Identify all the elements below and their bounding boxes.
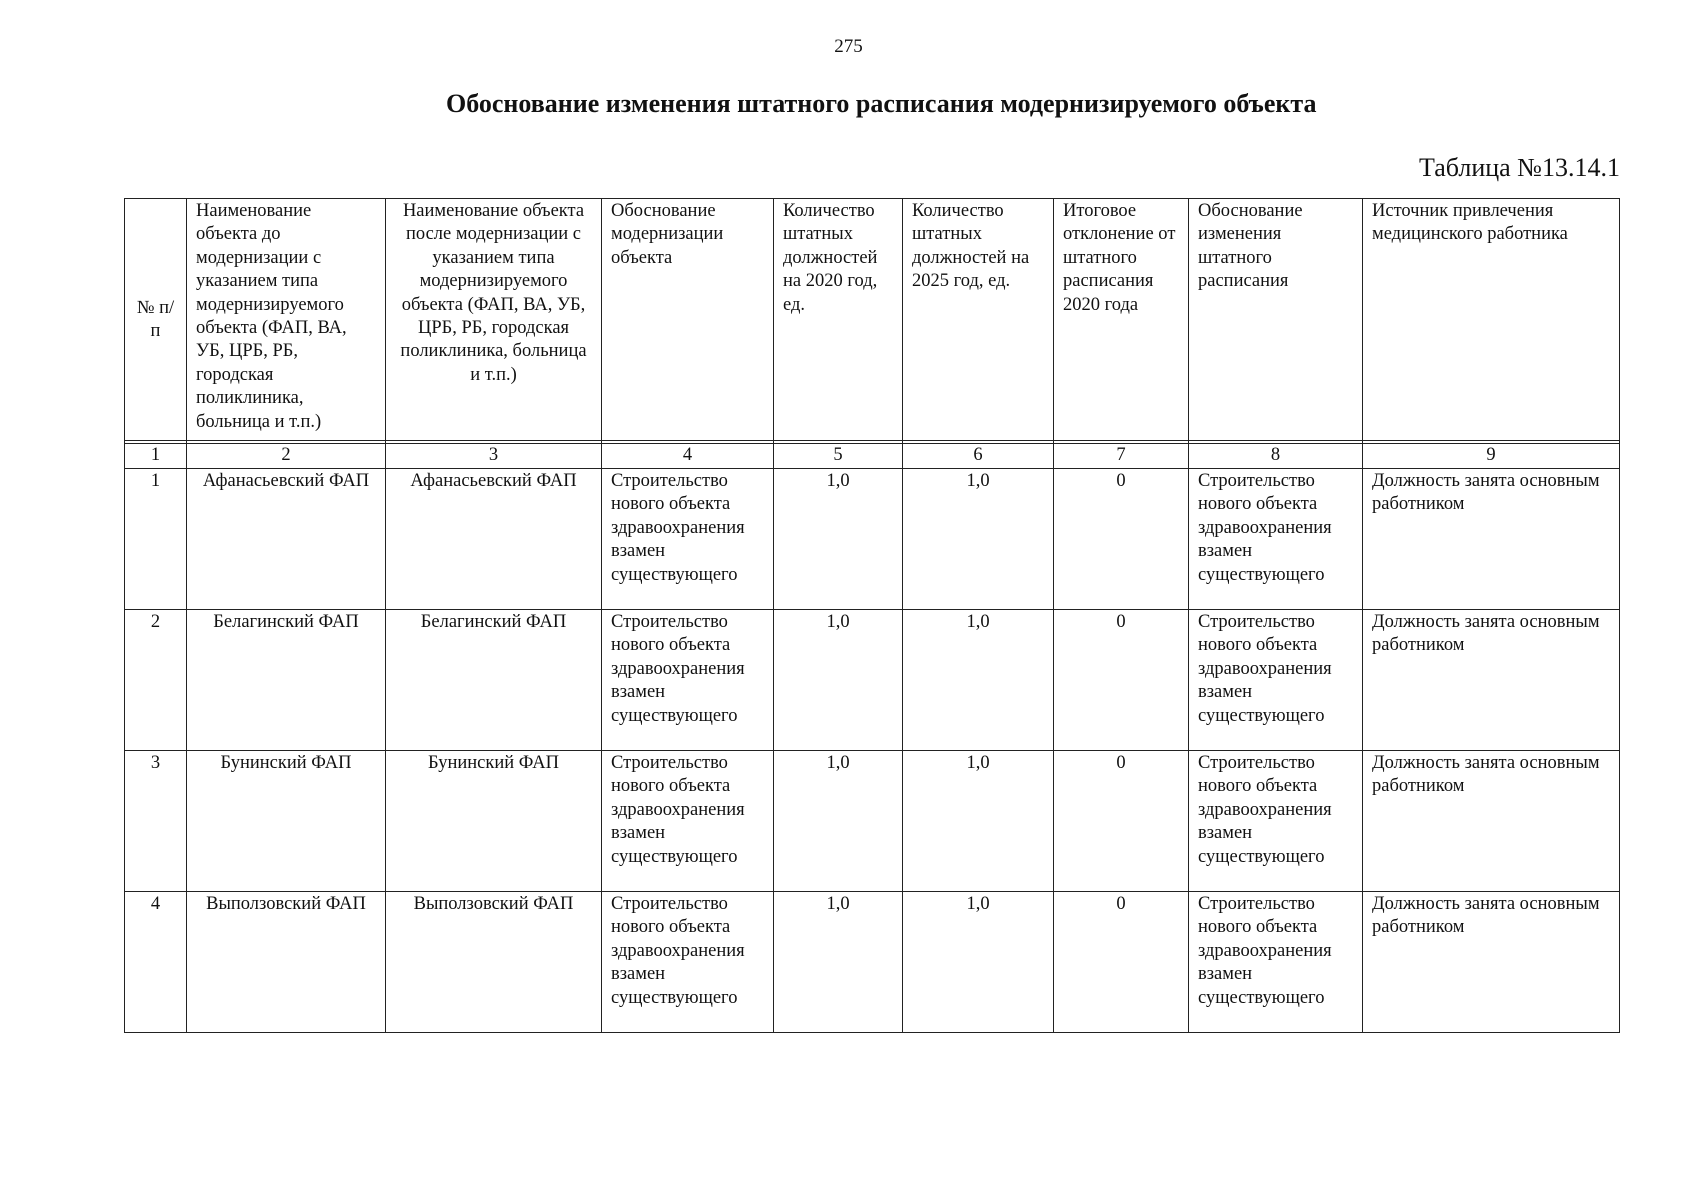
header-cell-staff-2025: Количество штатных должностей на 2025 год, ед. bbox=[903, 199, 1054, 441]
staff-2025-cell: 1,0 bbox=[903, 892, 1054, 1033]
object-after-cell: Афанасьевский ФАП bbox=[386, 469, 602, 610]
deviation-cell: 0 bbox=[1054, 469, 1189, 610]
staff-2020-cell: 1,0 bbox=[774, 892, 903, 1033]
worker-source-cell: Должность занята основным работником bbox=[1363, 892, 1620, 1033]
object-before-cell: Белагинский ФАП bbox=[187, 610, 386, 751]
header-cell-modernization-reason: Обоснование модернизации объекта bbox=[602, 199, 774, 441]
header-cell-deviation: Итоговое отклонение от штатного расписания 2020 года bbox=[1054, 199, 1189, 441]
object-after-cell: Выползовский ФАП bbox=[386, 892, 602, 1033]
object-before-cell: Афанасьевский ФАП bbox=[187, 469, 386, 610]
column-number: 1 bbox=[125, 444, 187, 469]
modernization-reason-cell: Строительство нового объекта здравоохранения взамен существующего bbox=[602, 892, 774, 1033]
deviation-cell: 0 bbox=[1054, 751, 1189, 892]
row-number-cell: 1 bbox=[125, 469, 187, 610]
row-number-cell: 4 bbox=[125, 892, 187, 1033]
header-cell-number: № п/п bbox=[125, 199, 187, 441]
change-reason-cell: Строительство нового объекта здравоохранения взамен существующего bbox=[1189, 751, 1363, 892]
change-reason-cell: Строительство нового объекта здравоохранения взамен существующего bbox=[1189, 469, 1363, 610]
staff-2020-cell: 1,0 bbox=[774, 751, 903, 892]
staff-2025-cell: 1,0 bbox=[903, 469, 1054, 610]
header-cell-staff-2020: Количество штатных должностей на 2020 год, ед. bbox=[774, 199, 903, 441]
table-header-row bbox=[125, 199, 1620, 441]
page-number: 275 bbox=[834, 36, 863, 57]
deviation-cell: 0 bbox=[1054, 892, 1189, 1033]
column-number-row bbox=[125, 444, 1620, 469]
column-number: 9 bbox=[1363, 444, 1620, 469]
change-reason-cell: Строительство нового объекта здравоохранения взамен существующего bbox=[1189, 892, 1363, 1033]
header-cell-object-before: Наименование объекта до модернизации с указанием типа модернизируемого объекта (ФАП, ВА, УБ, ЦРБ, РБ, городская поликлиника, больница и т.п.) bbox=[187, 199, 386, 441]
object-before-cell: Бунинский ФАП bbox=[187, 751, 386, 892]
table-row bbox=[125, 892, 1620, 1033]
column-number: 5 bbox=[774, 444, 903, 469]
column-number: 7 bbox=[1054, 444, 1189, 469]
object-after-cell: Белагинский ФАП bbox=[386, 610, 602, 751]
table-row bbox=[125, 610, 1620, 751]
column-number: 3 bbox=[386, 444, 602, 469]
deviation-cell: 0 bbox=[1054, 610, 1189, 751]
table-row bbox=[125, 469, 1620, 610]
staffing-table bbox=[124, 198, 1620, 1033]
staff-2020-cell: 1,0 bbox=[774, 610, 903, 751]
column-number: 2 bbox=[187, 444, 386, 469]
header-cell-change-reason: Обоснование изменения штатного расписания bbox=[1189, 199, 1363, 441]
staff-2025-cell: 1,0 bbox=[903, 610, 1054, 751]
header-cell-object-after: Наименование объекта после модернизации с указанием типа модернизируемого объекта (ФАП, ВА, УБ, ЦРБ, РБ, городская поликлиника, больница и т.п.) bbox=[386, 199, 602, 441]
worker-source-cell: Должность занята основным работником bbox=[1363, 751, 1620, 892]
object-after-cell: Бунинский ФАП bbox=[386, 751, 602, 892]
modernization-reason-cell: Строительство нового объекта здравоохранения взамен существующего bbox=[602, 469, 774, 610]
row-number-cell: 2 bbox=[125, 610, 187, 751]
worker-source-cell: Должность занята основным работником bbox=[1363, 610, 1620, 751]
object-before-cell: Выползовский ФАП bbox=[187, 892, 386, 1033]
staff-2025-cell: 1,0 bbox=[903, 751, 1054, 892]
header-cell-worker-source: Источник привлечения медицинского работника bbox=[1363, 199, 1620, 441]
column-number: 8 bbox=[1189, 444, 1363, 469]
worker-source-cell: Должность занята основным работником bbox=[1363, 469, 1620, 610]
column-number: 6 bbox=[903, 444, 1054, 469]
document-title: Обоснование изменения штатного расписания модернизируемого объекта bbox=[446, 89, 1317, 118]
modernization-reason-cell: Строительство нового объекта здравоохранения взамен существующего bbox=[602, 751, 774, 892]
staff-2020-cell: 1,0 bbox=[774, 469, 903, 610]
row-number-cell: 3 bbox=[125, 751, 187, 892]
modernization-reason-cell: Строительство нового объекта здравоохранения взамен существующего bbox=[602, 610, 774, 751]
change-reason-cell: Строительство нового объекта здравоохранения взамен существующего bbox=[1189, 610, 1363, 751]
table-caption: Таблица №13.14.1 bbox=[1418, 153, 1620, 182]
table-row bbox=[125, 751, 1620, 892]
column-number: 4 bbox=[602, 444, 774, 469]
